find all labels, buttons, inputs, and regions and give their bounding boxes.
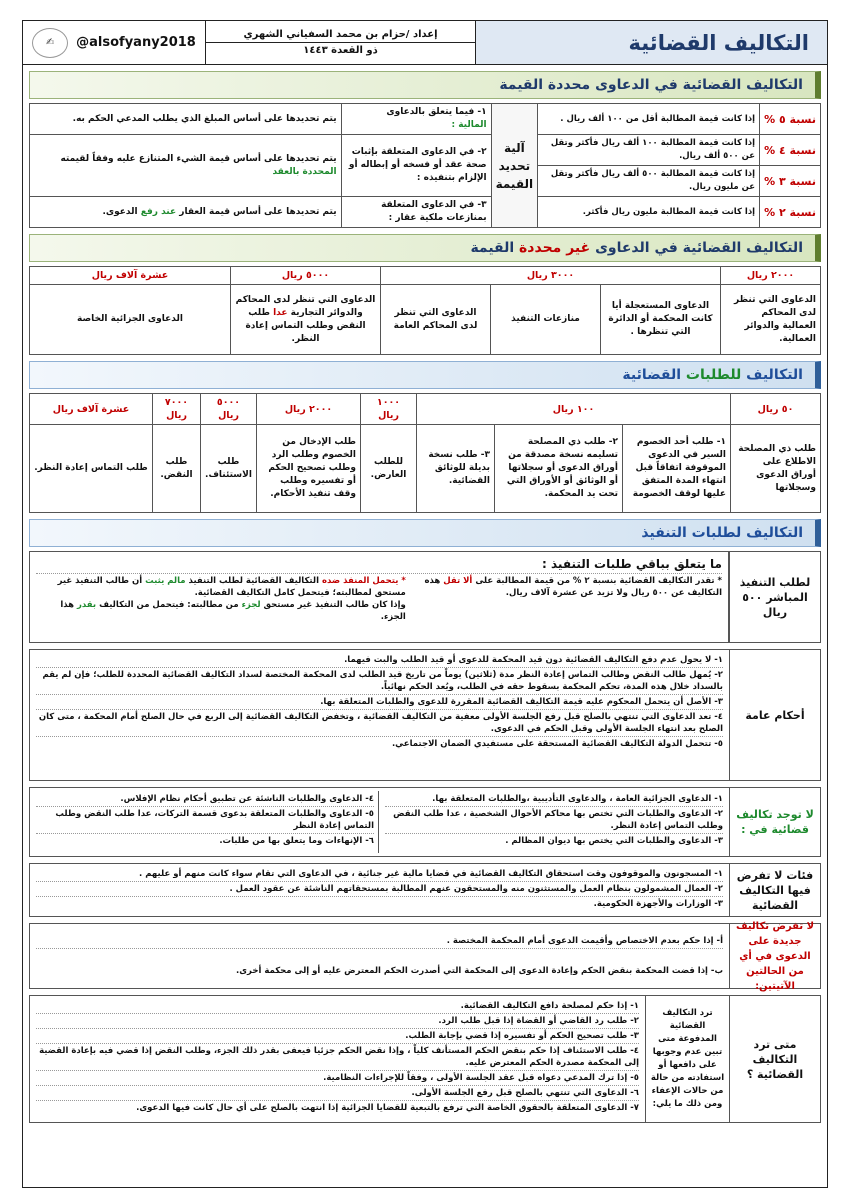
req-fee-10000: عشرة آلاف ريال (30, 394, 153, 425)
mechanism-2-title: ٢- في الدعاوى المتعلقة بإثبات صحة عقد أو فسخه أو إبطاله أو الإلزام بتنفيذه : (341, 135, 491, 197)
section-general (29, 649, 821, 781)
section-requests-title: التكاليف للطلبات القضائية (29, 361, 821, 389)
mechanism-1-desc: يتم تحديدها على أساس المبلغ الذي يطلب المدعي الحكم به. (30, 104, 342, 135)
mechanism-3-title: ٣- في الدعاوى المتعلقة بمنازعات ملكية عقار : (341, 197, 491, 228)
req-view-records: طلب ذي المصلحة الاطلاع على أوراق الدعوى وسجلاتها (731, 425, 821, 513)
no-fees-right: ١- الدعاوى الجزائية العامة ، والدعاوى التأديبية ،والطلبات المتعلقة بها. ٢- الدعاوى والطلبات التي تختص بها محاكم الأحوال الشخصية ، عدا طلب النقض وطلب التماس إعادة النظر. ٣- الدعاوى والطلبات التي يختص بها ديوان المظالم . (385, 791, 723, 853)
signature-logo: ✍ (32, 28, 68, 58)
refund-label: متى ترد التكاليف القضائية ؟ (729, 995, 821, 1123)
req-joinder: طلب الإدخال من الخصوم وطلب الرد وطلب تصحيح الحكم أو تفسيره وطلب وقف تنفيذ الأحكام. (257, 425, 361, 513)
no-fees-label: لا توجد تكاليف قضائية في : (729, 787, 821, 857)
req-resume-case: ١- طلب أحد الخصوم السير في الدعوى الموقوفة اتفاقاً قبل انتهاء المدة المتفق عليها لوقف الخصومة (623, 425, 731, 513)
req-fee-7000: ٧٠٠٠ ريال (153, 394, 201, 425)
rate-4: نسبة ٤ % (760, 135, 821, 166)
fee-10000: عشرة آلاف ريال (30, 267, 231, 285)
rate-2: نسبة ٢ % (760, 197, 821, 228)
unspec-labor: الدعاوى التي تنظر لدى المحاكم العمالية والدوائر العمالية. (721, 285, 821, 355)
req-fee-5000: ٥٠٠٠ ريال (201, 394, 257, 425)
unspec-commercial: الدعاوى التي تنظر لدى المحاكم والدوائر التجارية عدا طلب النقض وطلب التماس إعادة النظر. (231, 285, 381, 355)
author-handle-box (23, 21, 205, 64)
section-enforcement (29, 551, 821, 643)
refund-condition: ترد التكاليف القضائية المدفوعة متى تبين عدم وجوبها على دافعها أو استفادته من حالة من حالات الإعفاء ومن ذلك ما يلي: (645, 995, 729, 1123)
unspec-general-courts: الدعاوى التي تنظر لدى المحاكم العامة (381, 285, 491, 355)
section-unspecified-title: التكاليف القضائية في الدعاوى غير محددة القيمة (29, 234, 821, 262)
value-mechanism-label: آلية تحديد القيمة (491, 104, 537, 228)
req-reconsideration: طلب التماس إعادة النظر. (30, 425, 153, 513)
author-name: إعداد /حزام بن محمد السفياني الشهري (206, 27, 475, 43)
section-enforcement-title: التكاليف لطلبات التنفيذ (29, 519, 821, 547)
enforcement-liability-rule: * يتحمل المنفذ ضده التكاليف القضائية لطلب التنفيذ مالم يثبت أن طالب التنفيذ غير مستحق لمطالبته؛ فيتحمل كامل التكاليف القضائية. وإذا كان طالب التنفيذ غير مستحق لجزء من مطالبته: فيتحمل من التكاليف بقدر هذا الجزء. (57, 576, 406, 622)
header (23, 21, 827, 65)
general-item: ٣- الأصل أن يتحمل المحكوم عليه قيمة التكاليف القضائية المقررة للدعوى والطلبات المتعلقة بها. (36, 695, 723, 710)
fee-5000: ٥٠٠٠ ريال (231, 267, 381, 285)
new-case-label: لا تفرض تكاليف جديدة على الدعوى في أي من الحالتين الآتيتين: (729, 923, 821, 989)
general-item: ٤- تعد الدعاوى التي تنتهي بالصلح قبل رفع الجلسة الأولى معفية من التكاليف القضائية ، وتخفض التكاليف القضائية إلى الربع في حال الصلح أمام المحكمة ، متى كان الصلح بعد انتهاء الجلسة الأولى وقبل الحكم في الدعوى. (36, 710, 723, 737)
twitter-handle: @alsofyany2018 (76, 35, 196, 50)
mechanism-1-title: ١- فيما يتعلق بالدعاوى المالية : (341, 104, 491, 135)
mechanism-3-desc: يتم تحديدها على أساس قيمة العقار عند رفع الدعوى. (30, 197, 342, 228)
general-label: أحكام عامة (729, 649, 821, 781)
general-item: ١- لا يحول عدم دفع التكاليف القضائية دون قيد المحكمة للدعوى أو قيد الطلب والبت فيهما. (36, 653, 723, 668)
section-fixed-value-title: التكاليف القضائية في الدعاوى محددة القيمة (29, 71, 821, 99)
date-label: ذو القعدة ١٤٤٣ (303, 45, 378, 56)
new-case-list: أ- إذا حكم بعدم الاختصاص وأقيمت الدعوى أمام المحكمة المختصة . ب- إذا قضت المحكمة بنقض الحكم وإعادة الدعوى إلى المحكمة التي أصدرت الحكم المعترض عليه أو إلى محكمة أخرى. (29, 923, 729, 989)
req-cassation: طلب النقض. (153, 425, 201, 513)
general-item: ٢- يُمهل طالب النقض وطالب التماس إعادة النظر مدة (ثلاثين) يوماً من تاريخ قيد الطلب لدى المحكمة المختصة لسداد التكاليف القضائية المحددة للطلب؛ فإن لم يقم بالسداد خلال هذه المدة، تحكم المحكمة بسقوط حقه في الطلب، ويُعد الحكم نهائياً. (36, 668, 723, 695)
refund-list: ١- إذا حكم لمصلحة دافع التكاليف القضائية. ٢- طلب رد القاضي أو القضاة إذا قبل طلب الرد. ٣- طلب تصحيح الحكم أو تفسيره إذا قضي بإجابة الطلب. ٤- طلب الاستئناف إذا حكم بنقض الحكم المستأنف كلياً ، وإذا نقض الحكم جزئيا فيعفى بقدر ذلك الجزء، وطلب النقض إذا قضي فيه بإعادة القضية إلى المحكمة مصدرة الحكم المعترض عليه. ٥- إذا ترك المدعي دعواه قبل عقد الجلسة الأولى ، وفقاً للإجراءات النظامية. ٦- الدعاوى التي تنتهي بالصلح قبل رفع الجلسة الأولى. ٧- الدعاوى المتعلقة بالحقوق الخاصة التي ترفع بالتبعية للقضايا الجزائية إذا انتهت بالصلح على أي حال كانت فيها الدعوى. (29, 995, 645, 1123)
general-list (29, 649, 729, 781)
exempt-list: ١- المسجونون والموقوفون وقت استحقاق التكاليف القضائية في قضايا مالية غير جنائية ، في الدعاوى التي تقام سواء كانت منهم أو عليهم . ٢- العمال المشمولون بنظام العمل والمستثنون منه والمستحقون عنهم المطالبة بمستحقاتهم الناشئة عن عقود العمل . ٣- الوزارات والأجهزة الحكومية. (29, 863, 729, 917)
enforcement-direct-fee: لطلب التنفيذ المباشر ٥٠٠ ريال (729, 551, 821, 643)
enforcement-head: ما يتعلق بباقي طلبات التنفيذ : (36, 555, 722, 574)
page-title: التكاليف القضائية (475, 21, 827, 64)
fee-2000: ٢٠٠٠ ريال (721, 267, 821, 285)
section-new-case (29, 920, 821, 992)
req-replacement-copy: ٣- طلب نسخة بديلة للوثائق القضائية. (417, 425, 495, 513)
section-no-fees (29, 787, 821, 857)
author-box (205, 21, 475, 64)
infographic-page (22, 20, 828, 1188)
req-certified-copy: ٢- طلب ذي المصلحة تسليمه نسخة مصدقة من أوراق الدعوى أو سجلاتها أو الوثائق أو الأوراق التي تحت يد المحكمة. (495, 425, 623, 513)
exempt-label: فئات لا تفرض فيها التكاليف القضائية (729, 863, 821, 917)
req-appeal: طلب الاستئناف. (201, 425, 257, 513)
no-fees-left: ٤- الدعاوى والطلبات الناشئة عن تطبيق أحكام نظام الإفلاس. ٥- الدعاوى والطلبات المتعلقة بدعوى قسمة التركات، عدا طلب النقض وطلب التماس إعادة النظر ٦- الإنهاءات وما يتعلق بها من طلبات. (36, 791, 379, 853)
req-fee-50: ٥٠ ريال (731, 394, 821, 425)
section-exempt (29, 863, 821, 917)
rate-3-desc: إذا كانت قيمة المطالبة ٥٠٠ ألف ريال فأكثر وتقل عن مليون ريال. (538, 166, 760, 197)
rate-4-desc: إذا كانت قيمة المطالبة ١٠٠ ألف ريال فأكثر وتقل عن ٥٠٠ ألف ريال. (538, 135, 760, 166)
mechanism-2-desc: يتم تحديدها على أساس قيمة الشيء المتنازع عليه وفقاً لقيمته المحددة بالعقد (30, 135, 342, 197)
unspec-criminal: الدعاوى الجزائية الخاصة (30, 285, 231, 355)
req-fee-100: ١٠٠ ريال (417, 394, 731, 425)
req-fee-2000: ٢٠٠٠ ريال (257, 394, 361, 425)
req-incidental: للطلب العارض. (361, 425, 417, 513)
rate-5-desc: إذا كانت قيمة المطالبة أقل من ١٠٠ ألف ريال . (538, 104, 760, 135)
rate-2-desc: إذا كانت قيمة المطالبة مليون ريال فأكثر. (538, 197, 760, 228)
rate-5: نسبة ٥ % (760, 104, 821, 135)
enforcement-body (29, 551, 729, 643)
enforcement-rules (36, 574, 722, 624)
section-requests (29, 393, 821, 513)
fee-3000: ٣٠٠٠ ريال (381, 267, 721, 285)
general-item: ٥- تتحمل الدولة التكاليف القضائية المستحقة على مستفيدي الضمان الاجتماعي. (391, 739, 723, 749)
section-fixed-value (29, 103, 821, 228)
section-refund (29, 995, 821, 1123)
section-unspecified (29, 266, 821, 355)
unspec-urgent: الدعاوى المستعجلة أيا كانت المحكمة أو الدائرة التي تنظرها . (601, 285, 721, 355)
enforcement-rate-rule: * تقدر التكاليف القضائية بنسبة ٢ % من قيمة المطالبة على ألا تقل هذه التكاليف عن ٥٠٠ ريال ولا تزيد عن عشرة آلاف ريال. (424, 576, 722, 598)
no-fees-body (29, 787, 729, 857)
rate-3: نسبة ٣ % (760, 166, 821, 197)
req-fee-1000: ١٠٠٠ ريال (361, 394, 417, 425)
unspec-enforcement: منازعات التنفيذ (491, 285, 601, 355)
